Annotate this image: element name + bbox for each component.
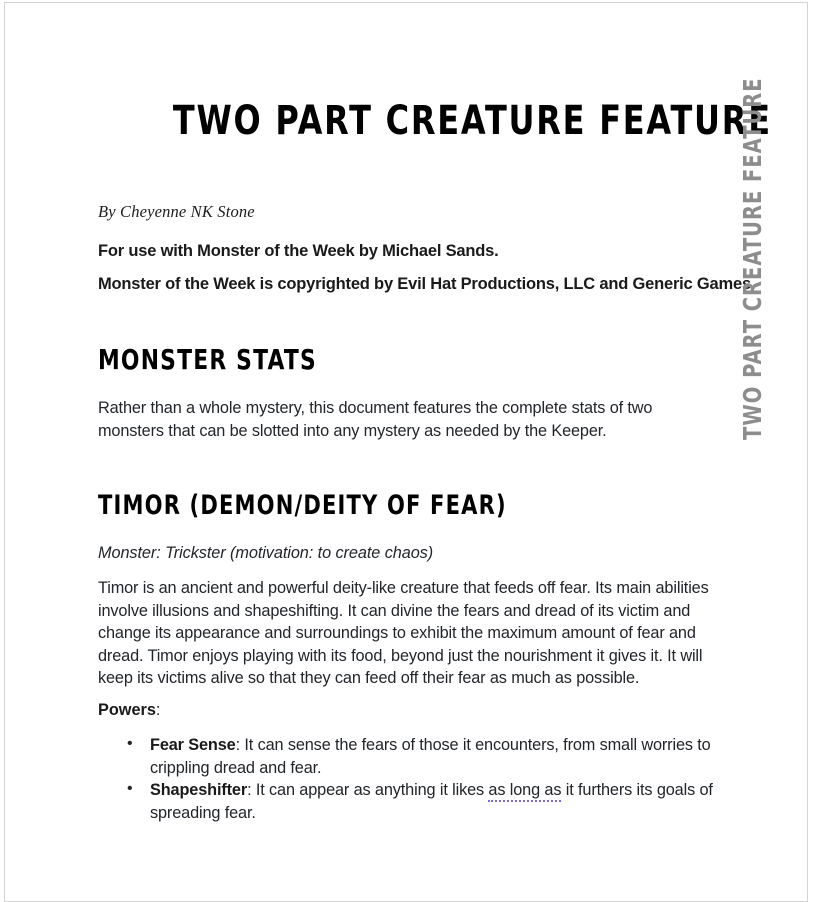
powers-list [98, 734, 728, 824]
monster-type-line: Monster: Trickster (motivation: to create chaos) [98, 544, 434, 562]
side-tab-title: TWO PART CREATURE FEATURE [738, 77, 767, 440]
document-title: TWO PART CREATURE FEATURE [172, 98, 772, 144]
power-description-continued: it furthers its goals of spreading fear. [150, 781, 713, 822]
power-separator: : [235, 736, 245, 754]
paragraph-monster-stats: Rather than a whole mystery, this document features the complete stats of two monsters that can be slotted into any mystery as needed by the Keeper. [98, 399, 653, 440]
list-item [98, 779, 728, 824]
power-description: It can appear as anything it likes [255, 781, 489, 800]
document-page [4, 2, 808, 902]
power-description: It can sense the fears of those it encounters, from small worries to crippling dread and fear. [150, 736, 711, 777]
heading-timor: TIMOR (DEMON/DEITY OF FEAR) [98, 490, 507, 521]
side-tab-title-container [738, 77, 801, 440]
document-title-container [98, 98, 772, 144]
powers-label-colon: : [155, 701, 161, 719]
list-item [98, 734, 728, 779]
grammar-suggestion-text[interactable]: as long as [488, 781, 561, 802]
powers-label-text: Powers [98, 701, 156, 719]
powers-label [98, 701, 160, 720]
intro-line-copyright: Monster of the Week is copyrighted by Evil Hat Productions, LLC and Generic Games. [98, 275, 756, 293]
paragraph-timor-description: Timor is an ancient and powerful deity-like creature that feeds off fear. Its main abilities involve illusions and shapeshifting. It can divine the fears and dread of its victim and change its appearance and surroundings to exhibit the maximum amount of fear and dread. Timor enjoys playing with its food, beyond just the nourishment it gives it. It will keep its victims alive so that they can feed off their fear as much as possible. [98, 579, 709, 688]
power-name: Shapeshifter [150, 781, 248, 800]
heading-monster-stats: MONSTER STATS [98, 343, 317, 376]
power-separator: : [247, 781, 256, 800]
intro-line-usage: For use with Monster of the Week by Michael Sands. [98, 242, 499, 260]
power-name: Fear Sense [150, 736, 236, 754]
author-byline: By Cheyenne NK Stone [98, 202, 255, 221]
